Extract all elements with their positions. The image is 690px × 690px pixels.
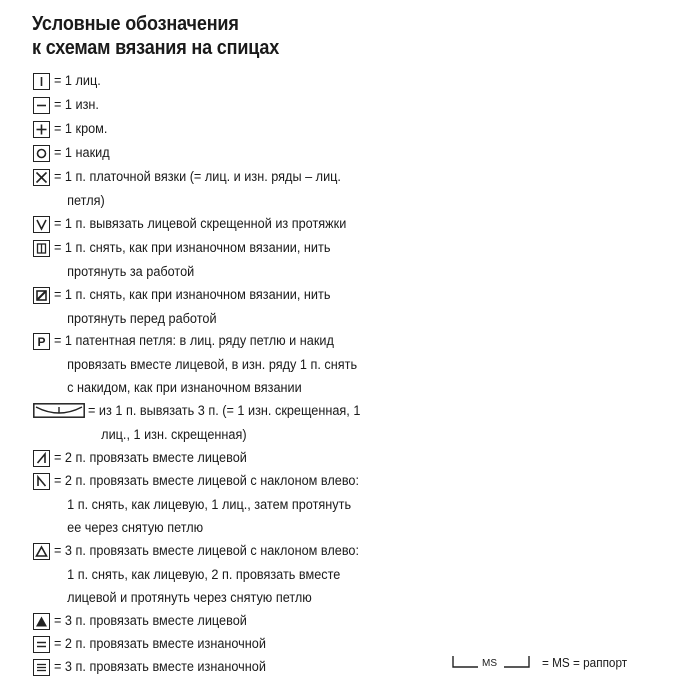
legend-item-k2tog: [33, 449, 259, 470]
k2tog-right-icon: [33, 450, 50, 467]
p3tog-triple-bar-icon: [33, 659, 50, 676]
legend-text-continued: лиц., 1 изн. скрещенная): [101, 426, 247, 442]
p2tog-double-bar-icon: [33, 636, 50, 653]
legend-item-twisted: [33, 215, 365, 236]
legend-text: = из 1 п. вывязать 3 п. (= 1 изн. скрещенная, 1: [88, 403, 361, 418]
legend-text: = 1 изн.: [54, 97, 99, 112]
legend-item-ssk: [33, 472, 379, 540]
rapport-bracket-icon: [452, 655, 530, 671]
legend-text: = 1 п. вывязать лицевой скрещенной из протяжки: [54, 216, 347, 231]
legend-item-edge: [33, 120, 111, 141]
legend-item-knit: [33, 72, 104, 93]
page-title: [32, 12, 279, 60]
garter-x-icon: [33, 169, 50, 186]
legend-text-continued: протянуть перед работой: [67, 310, 217, 326]
legend-text-continued: 1 п. снять, как лицевую, 2 п. провязать вместе: [67, 566, 341, 582]
legend-text-continued: провязать вместе лицевой, в изн. ряду 1 п. снять: [67, 356, 358, 372]
legend-text: = 1 п. снять, как при изнаночном вязании, нить: [54, 287, 331, 302]
legend-item-garter: [33, 168, 359, 212]
yarn-over-circle-icon: [33, 145, 50, 162]
legend-text: = 3 п. провязать вместе лицевой с наклоном влево:: [54, 543, 360, 558]
legend-text: = 1 кром.: [54, 121, 108, 136]
legend-item-increase: [33, 402, 378, 446]
legend-text: = 3 п. провязать вместе лицевой: [54, 613, 247, 628]
rapport-note: [452, 655, 633, 671]
legend-text: = 1 патентная петля: в лиц. ряду петлю и накид: [54, 333, 334, 348]
title-line-1: Условные обозначения: [32, 12, 239, 35]
patent-p-icon: [33, 333, 50, 350]
legend-item-yarn-over: [33, 144, 113, 165]
legend-item-slip-wyif: [33, 286, 348, 330]
legend-item-purl: [33, 96, 102, 117]
purl-horizontal-bar-icon: [33, 97, 50, 114]
legend-item-slip-wyib: [33, 239, 348, 283]
k3tog-filled-triangle-icon: [33, 613, 50, 630]
legend-item-p2tog: [33, 635, 279, 656]
knit-vertical-bar-icon: [33, 73, 50, 90]
legend-item-k3tog: [33, 612, 259, 633]
increase-3-icon: [33, 403, 85, 418]
legend-item-patent: [33, 332, 376, 400]
rapport-text: = MS = раппорт: [542, 656, 628, 670]
rapport-bracket-label: MS: [482, 658, 497, 669]
slip-wyib-icon: [33, 240, 50, 257]
legend-text-continued: петля): [67, 192, 105, 208]
legend-text: = 2 п. провязать вместе лицевой с наклоном влево:: [54, 473, 360, 488]
legend-text: = 1 п. платочной вязки (= лиц. и изн. ряды – лиц.: [54, 169, 341, 184]
svg-text:P: P: [37, 335, 46, 348]
slip-wyif-icon: [33, 287, 50, 304]
title-line-2: к схемам вязания на спицах: [32, 36, 280, 59]
legend-text-continued: ее через снятую петлю: [67, 520, 204, 535]
legend-text: = 2 п. провязать вместе лицевой: [54, 450, 247, 465]
legend-text: = 1 п. снять, как при изнаночном вязании, нить: [54, 240, 331, 255]
twisted-v-icon: [33, 216, 50, 233]
k3tog-left-triangle-icon: [33, 543, 50, 560]
legend-text: = 2 п. провязать вместе изнаночной: [54, 636, 266, 651]
legend-text-continued: 1 п. снять, как лицевую, 1 лиц., затем протянуть: [67, 496, 352, 512]
legend-text: = 1 лиц.: [54, 73, 101, 88]
legend-text: = 3 п. провязать вместе изнаночной: [54, 659, 266, 674]
legend-text-continued: лицевой и протянуть через снятую петлю: [67, 590, 312, 605]
legend-item-p3tog: [33, 658, 279, 679]
edge-plus-icon: [33, 121, 50, 138]
legend-text-continued: с накидом, как при изнаночном вязании: [67, 380, 302, 395]
legend-text: = 1 накид: [54, 145, 110, 160]
legend-text-continued: протянуть за работой: [67, 263, 195, 279]
k2tog-left-icon: [33, 473, 50, 490]
legend-item-k3tog-left: [33, 542, 379, 610]
